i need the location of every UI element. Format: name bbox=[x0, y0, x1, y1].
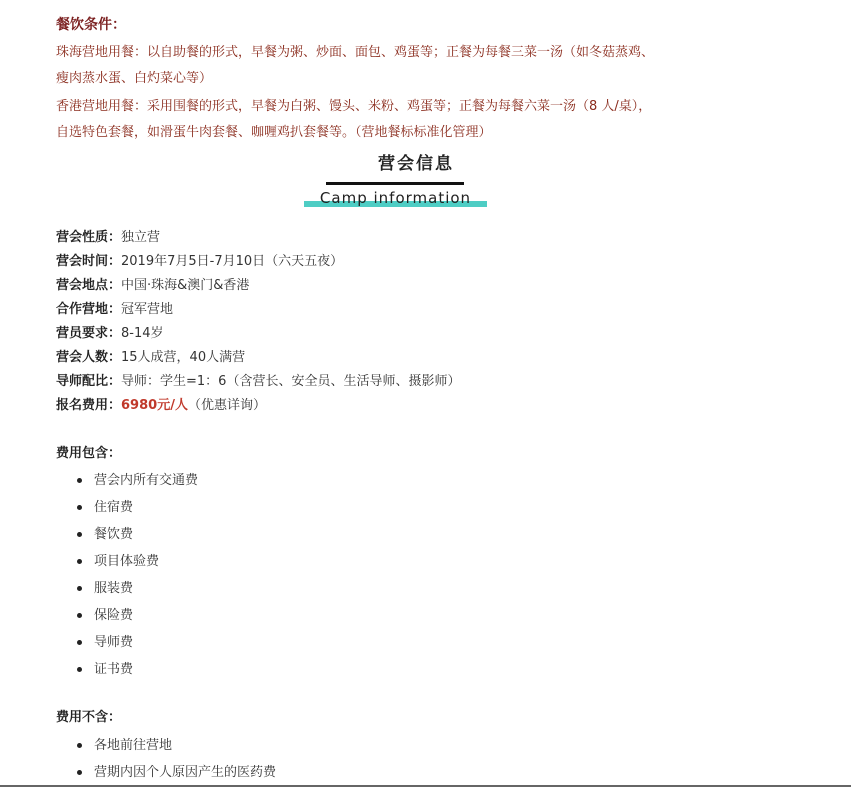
camp-info-header bbox=[56, 152, 776, 207]
info-row-ratio bbox=[56, 372, 460, 392]
info-row-age bbox=[56, 324, 164, 344]
info-key: 营会时间： bbox=[56, 254, 122, 269]
list-item: 餐饮费 bbox=[76, 525, 198, 552]
dining-hongkong-line-1: 香港营地用餐：采用围餐的形式，早餐为白粥、馒头、米粉、鸡蛋等；正餐为每餐六菜一汤（8 人/桌）， bbox=[56, 99, 652, 114]
info-value: 导师：学生=1：6（含营长、安全员、生活导师、摄影师） bbox=[121, 374, 461, 389]
info-row-partner bbox=[56, 300, 173, 320]
dining-title: 餐饮条件： bbox=[56, 17, 126, 33]
price-note: （优惠详询） bbox=[187, 398, 266, 413]
camp-info-title: 营会信息 bbox=[378, 154, 454, 174]
info-value: 2019年7月5日-7月10日（六天五夜） bbox=[121, 254, 344, 269]
camp-info-subtitle: Camp information bbox=[319, 189, 472, 207]
list-item: 证书费 bbox=[76, 660, 198, 687]
info-key: 报名费用： bbox=[56, 398, 122, 413]
info-value: 冠军营地 bbox=[121, 302, 174, 317]
list-item: 导师费 bbox=[76, 633, 198, 660]
price-value: 6980元/人 bbox=[121, 398, 188, 413]
dining-zhuhai-line-2: 瘦肉蒸水蛋、白灼菜心等） bbox=[56, 71, 213, 86]
info-value: 8-14岁 bbox=[121, 326, 164, 341]
info-key: 营员要求： bbox=[56, 326, 122, 341]
list-item: 项目体验费 bbox=[76, 552, 198, 579]
list-item: 营期内因个人原因产生的医药费 bbox=[76, 763, 276, 790]
list-item: 服装费 bbox=[76, 579, 198, 606]
fees-excluded-list bbox=[76, 736, 276, 790]
info-key: 导师配比： bbox=[56, 374, 122, 389]
info-key: 合作营地： bbox=[56, 302, 122, 317]
info-row-fee bbox=[56, 396, 266, 416]
title-underline bbox=[326, 182, 464, 185]
fees-included-title: 费用包含： bbox=[56, 446, 122, 461]
info-row-size bbox=[56, 348, 245, 368]
info-row-time bbox=[56, 252, 343, 272]
camp-subtitle-wrap bbox=[304, 189, 487, 209]
info-value: 中国·珠海&澳门&香港 bbox=[121, 278, 250, 293]
info-key: 营会人数： bbox=[56, 350, 122, 365]
list-item: 住宿费 bbox=[76, 498, 198, 525]
dining-zhuhai-line-1: 珠海营地用餐：以自助餐的形式，早餐为粥、炒面、面包、鸡蛋等；正餐为每餐三菜一汤（如冬菇蒸鸡、 bbox=[56, 45, 655, 60]
list-item: 保险费 bbox=[76, 606, 198, 633]
list-item: 各地前往营地 bbox=[76, 736, 276, 763]
info-row-nature bbox=[56, 228, 160, 248]
info-row-location bbox=[56, 276, 249, 296]
dining-hongkong-line-2: 自选特色套餐，如滑蛋牛肉套餐、咖喱鸡扒套餐等。（营地餐标标准化管理） bbox=[56, 125, 492, 140]
info-value: 15人成营，40人满营 bbox=[121, 350, 246, 365]
info-key: 营会地点： bbox=[56, 278, 122, 293]
info-value: 独立营 bbox=[121, 230, 161, 245]
fees-included-list bbox=[76, 471, 198, 687]
info-key: 营会性质： bbox=[56, 230, 122, 245]
list-item: 营会内所有交通费 bbox=[76, 471, 198, 498]
fees-excluded-title: 费用不含： bbox=[56, 710, 122, 725]
